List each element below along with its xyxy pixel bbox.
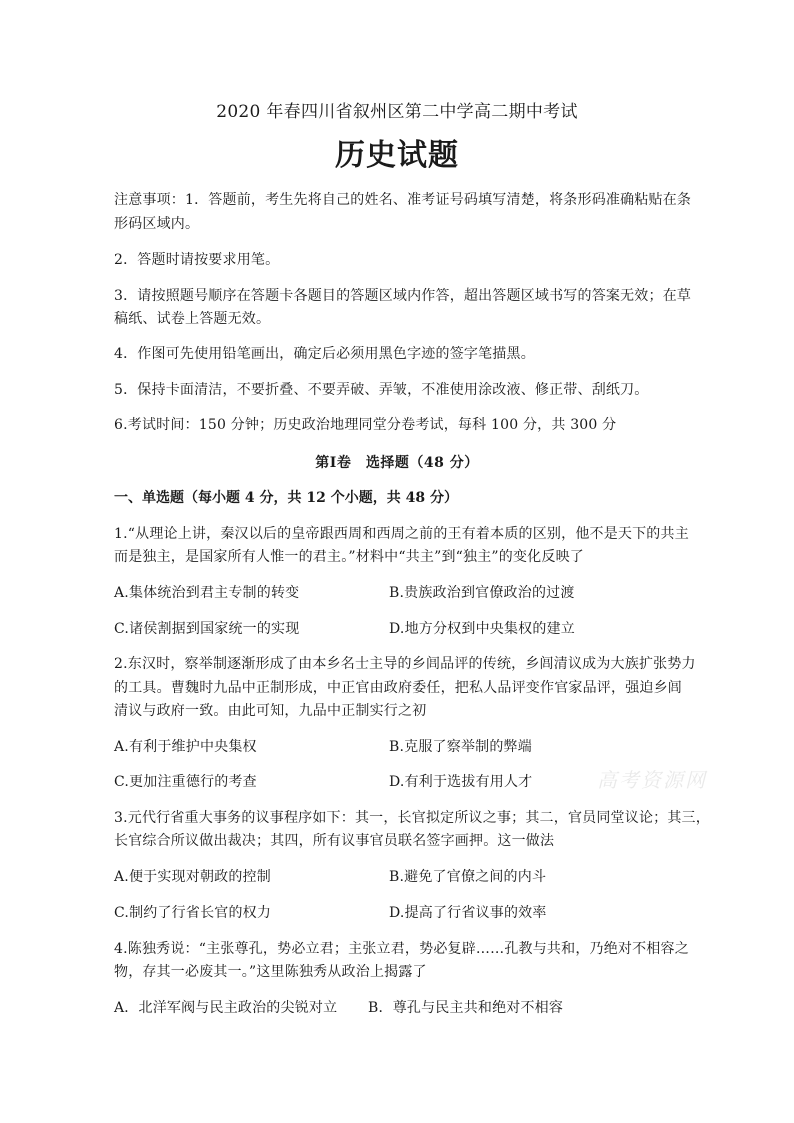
note-3-line-1: 3．请按照题号顺序在答题卡各题目的答题区域内作答，超出答题区域书写的答案无效；在草 — [114, 288, 692, 304]
question-1-option-d: D.地方分权到中央集权的建立 — [389, 621, 575, 637]
note-4: 4．作图可先使用铅笔画出，确定后必须用黑色字迹的签字笔描黑。 — [114, 346, 535, 362]
question-4-line-2: 物，存其一必废其一。”这里陈独秀从政治上揭露了 — [114, 964, 427, 980]
exam-header: 2020 年春四川省叙州区第二中学高二期中考试 — [216, 102, 578, 122]
note-1-line-2: 形码区域内。 — [114, 216, 200, 232]
question-2-line-3: 清议与政府一致。由此可知，九品中正制实行之初 — [114, 703, 427, 719]
section-title: 第Ⅰ卷 选择题（48 分） — [315, 455, 479, 471]
note-2: 2．答题时请按要求用笔。 — [114, 252, 280, 268]
question-3-line-1: 3.元代行省重大事务的议事程序如下：其一，长官拟定所议之事；其二，官员同堂议论；其三， — [114, 810, 710, 826]
question-2-line-2: 的工具。曹魏时九品中正制形成，中正官由政府委任，把私人品评变作官家品评，强迫乡闾 — [114, 680, 682, 696]
note-6: 6.考试时间：150 分钟；历史政治地理同堂分卷考试，每科 100 分，共 300 分 — [114, 417, 617, 433]
question-4-line-1: 4.陈独秀说：“主张尊孔，势必立君；主张立君，势必复辟……孔教与共和，乃绝对不相容之 — [114, 941, 689, 957]
question-4-option-b: B．尊孔与民主共和绝对不相容 — [368, 1000, 564, 1016]
note-3-line-2: 稿纸、试卷上答题无效。 — [114, 311, 271, 327]
question-4-option-a: A．北洋军阀与民主政治的尖锐对立 — [114, 1000, 338, 1016]
question-3-option-d: D.提高了行省议事的效率 — [389, 905, 547, 921]
page-title: 历史试题 — [335, 138, 459, 173]
question-3-option-a: A.便于实现对朝政的控制 — [114, 869, 271, 885]
question-1-option-a: A.集体统治到君主专制的转变 — [114, 585, 300, 601]
note-5: 5．保持卡面清洁，不要折叠、不要弄破、弄皱，不准使用涂改液、修正带、刮纸刀。 — [114, 382, 649, 398]
question-2-option-b: B.克服了察举制的弊端 — [389, 739, 532, 755]
question-3-option-b: B.避免了官僚之间的内斗 — [389, 869, 547, 885]
question-2-line-1: 2.东汉时，察举制逐渐形成了由本乡名士主导的乡闾品评的传统，乡闾清议成为大族扩张势力 — [114, 656, 696, 672]
note-1-line-1: 注意事项：1．答题前，考生先将自己的姓名、准考证号码填写清楚，将条形码准确粘贴在条 — [114, 192, 692, 208]
question-1-line-2: 而是独主，是国家所有人惟一的君主。”材料中“共主”到“独主”的变化反映了 — [114, 549, 584, 565]
part-title: 一、单选题（每小题 4 分，共 12 个小题，共 48 分） — [114, 490, 458, 506]
question-3-option-c: C.制约了行省长官的权力 — [114, 905, 272, 921]
question-2-option-c: C.更加注重德行的考查 — [114, 774, 257, 790]
question-1-option-b: B.贵族政治到官僚政治的过渡 — [389, 585, 575, 601]
question-2-option-a: A.有利于维护中央集权 — [114, 739, 257, 755]
question-1-option-c: C.诸侯割据到国家统一的实现 — [114, 621, 300, 637]
question-3-line-2: 长官综合所议做出裁决；其四，所有议事官员联名签字画押。这一做法 — [114, 833, 555, 849]
question-2-option-d: D.有利于选拔有用人才 — [389, 774, 533, 790]
question-1-line-1: 1.“从理论上讲，秦汉以后的皇帝跟西周和西周之前的王有着本质的区别，他不是天下的共主 — [114, 526, 689, 542]
watermark: 高考资源网 — [597, 768, 707, 792]
